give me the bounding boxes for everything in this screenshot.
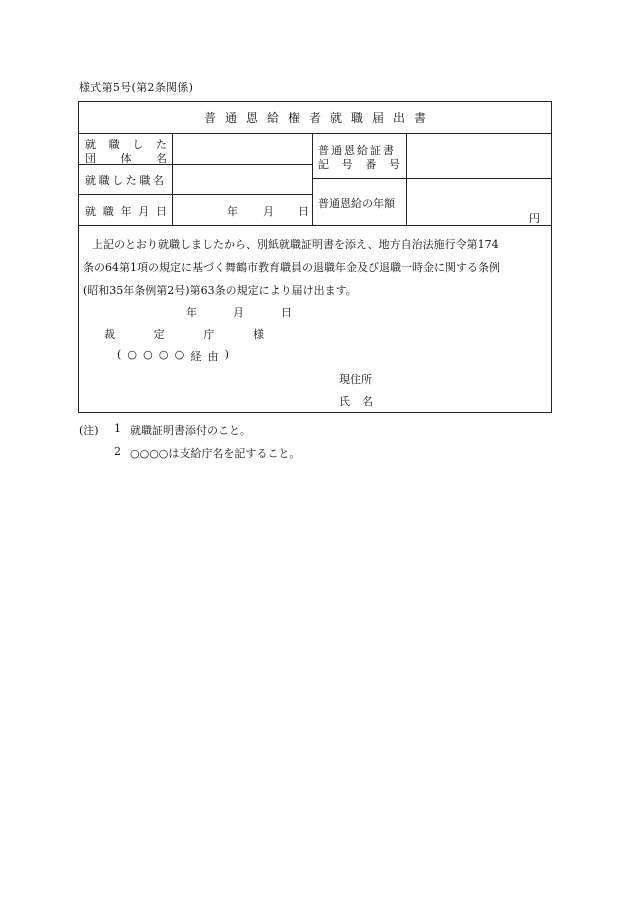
grid-line [79,225,551,226]
grid-line [79,194,312,195]
name-label: 氏 名 [339,395,373,408]
note-item-1-text: 就職証明書添付のこと。 [130,424,251,437]
form-number-label: 様式第5号(第2条関係) [79,81,194,94]
date-month-unit: 月 [263,205,274,218]
submission-month-unit: 月 [233,306,244,319]
position-label: 就職した職名 [85,174,167,187]
org-name-field[interactable] [177,140,307,160]
form-title: 普通恩給権者就職届出書 [79,102,551,134]
note-item-2-text: ○○○○は支給庁名を記すること。 [130,447,301,460]
position-field[interactable] [177,169,307,189]
grid-line [406,134,407,225]
grid-line [172,134,173,225]
certificate-label-line1: 普通恩給証書 [318,144,396,157]
note-item-1-number: 1 [114,422,121,435]
submission-year-unit: 年 [186,306,197,319]
date-year-unit: 年 [227,205,238,218]
date-day-unit: 日 [298,205,309,218]
declaration-line-2: 条の64第1項の規定に基づく舞鶴市教育職員の退職年金及び退職一時金に関する条例 [83,261,500,274]
employment-date-label: 就 職 年 月 日 [85,205,167,218]
org-label-line2: 団 体 名 [85,152,167,165]
org-label-line1: 就 職 し た [85,138,167,151]
via-agency: ( ○ ○ ○ ○ 経 由 ) [117,348,229,363]
submission-day-unit: 日 [281,306,292,319]
certificate-label-line2: 記 号 番 号 [318,158,400,171]
grid-line [312,178,551,179]
addressee: 裁 定 庁 様 [104,328,264,341]
annual-amount-label: 普通恩給の年額 [318,197,395,210]
declaration-line-1: 上記のとおり就職しましたから、別紙就職証明書を添え、地方自治法施行令第174 [92,238,499,251]
annual-amount-field[interactable] [411,182,531,216]
address-label: 現住所 [339,373,372,386]
note-marker: (注) [79,424,99,437]
note-item-2-number: 2 [114,445,121,458]
notification-form [78,101,552,413]
yen-unit: 円 [529,212,540,225]
declaration-line-3: (昭和35年条例第2号)第63条の規定により届け出ます。 [83,284,357,297]
grid-line [312,134,313,225]
certificate-number-field[interactable] [411,140,545,174]
